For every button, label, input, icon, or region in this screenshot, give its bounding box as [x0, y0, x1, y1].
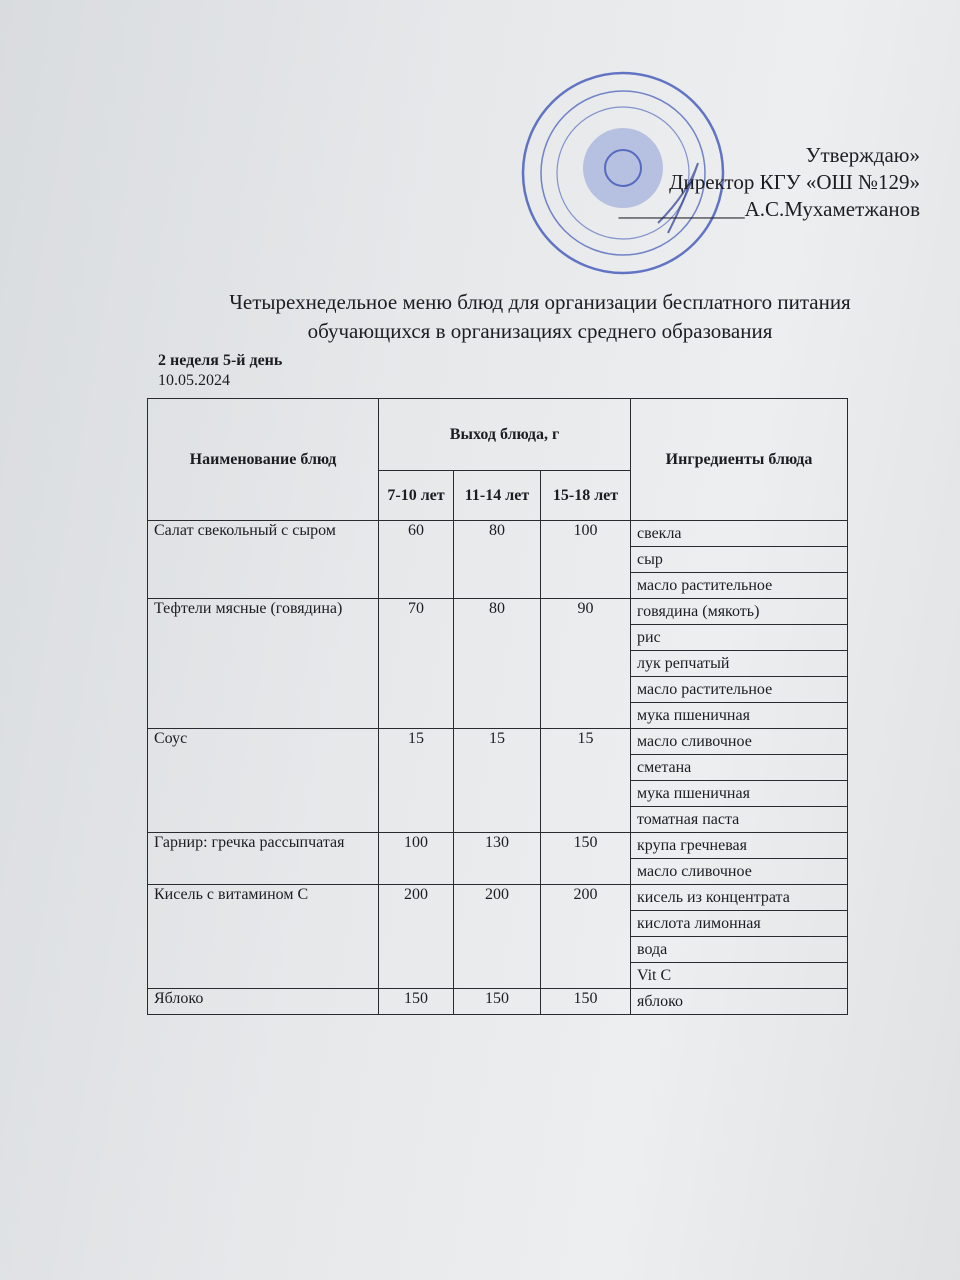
yield-7-10: 15: [379, 729, 454, 833]
yield-7-10: 60: [379, 521, 454, 599]
header-age-11-14: 11-14 лет: [454, 471, 541, 521]
yield-15-18: 150: [541, 833, 631, 885]
document-title: [150, 288, 930, 346]
yield-11-14: 200: [454, 885, 541, 989]
yield-11-14: 80: [454, 599, 541, 729]
table-row: [148, 599, 848, 625]
ingredient: сыр: [631, 547, 848, 573]
ingredient: томатная паста: [631, 807, 848, 833]
yield-15-18: 15: [541, 729, 631, 833]
director-title: Директор КГУ «ОШ №129»: [669, 170, 920, 194]
ingredient: кисель из концентрата: [631, 885, 848, 911]
table-row: [148, 833, 848, 859]
ingredient: масло сливочное: [631, 859, 848, 885]
header-dish-name: Наименование блюд: [148, 399, 379, 521]
yield-7-10: 200: [379, 885, 454, 989]
ingredient: крупа гречневая: [631, 833, 848, 859]
ingredient: сметана: [631, 755, 848, 781]
ingredient: Vit C: [631, 963, 848, 989]
header-age-7-10: 7-10 лет: [379, 471, 454, 521]
yield-7-10: 100: [379, 833, 454, 885]
director-signature-name: ____________А.С.Мухаметжанов: [618, 197, 920, 221]
dish-name: Кисель с витамином С: [148, 885, 379, 989]
header-yield: Выход блюда, г: [379, 399, 631, 471]
table-row: [148, 521, 848, 547]
yield-15-18: 100: [541, 521, 631, 599]
title-line: Четырехнедельное меню блюд для организации бесплатного питания: [229, 290, 851, 314]
table-row: [148, 885, 848, 911]
ingredient: лук репчатый: [631, 651, 848, 677]
title-line: обучающихся в организациях среднего образования: [307, 319, 773, 343]
dish-name: Яблоко: [148, 989, 379, 1015]
ingredient: яблоко: [631, 989, 848, 1015]
approval-line: Утверждаю»: [805, 143, 920, 167]
yield-15-18: 150: [541, 989, 631, 1015]
approval-block: [619, 142, 920, 223]
ingredient: масло растительное: [631, 573, 848, 599]
dish-name: Тефтели мясные (говядина): [148, 599, 379, 729]
header-ingredients: Ингредиенты блюда: [631, 399, 848, 521]
menu-date: 10.05.2024: [158, 372, 230, 389]
table-row: [148, 729, 848, 755]
ingredient: кислота лимонная: [631, 911, 848, 937]
yield-11-14: 15: [454, 729, 541, 833]
yield-15-18: 90: [541, 599, 631, 729]
ingredient: вода: [631, 937, 848, 963]
yield-11-14: 130: [454, 833, 541, 885]
week-day: 2 неделя 5-й день: [158, 352, 283, 369]
yield-11-14: 150: [454, 989, 541, 1015]
ingredient: рис: [631, 625, 848, 651]
yield-7-10: 70: [379, 599, 454, 729]
ingredient: говядина (мякоть): [631, 599, 848, 625]
dish-name: Салат свекольный с сыром: [148, 521, 379, 599]
ingredient: масло сливочное: [631, 729, 848, 755]
dish-name: Гарнир: гречка рассыпчатая: [148, 833, 379, 885]
ingredient: свекла: [631, 521, 848, 547]
yield-15-18: 200: [541, 885, 631, 989]
table-row: [148, 989, 848, 1015]
dish-name: Соус: [148, 729, 379, 833]
header-age-15-18: 15-18 лет: [541, 471, 631, 521]
ingredient: мука пшеничная: [631, 781, 848, 807]
menu-table: [147, 398, 848, 1015]
yield-11-14: 80: [454, 521, 541, 599]
ingredient: масло растительное: [631, 677, 848, 703]
yield-7-10: 150: [379, 989, 454, 1015]
ingredient: мука пшеничная: [631, 703, 848, 729]
